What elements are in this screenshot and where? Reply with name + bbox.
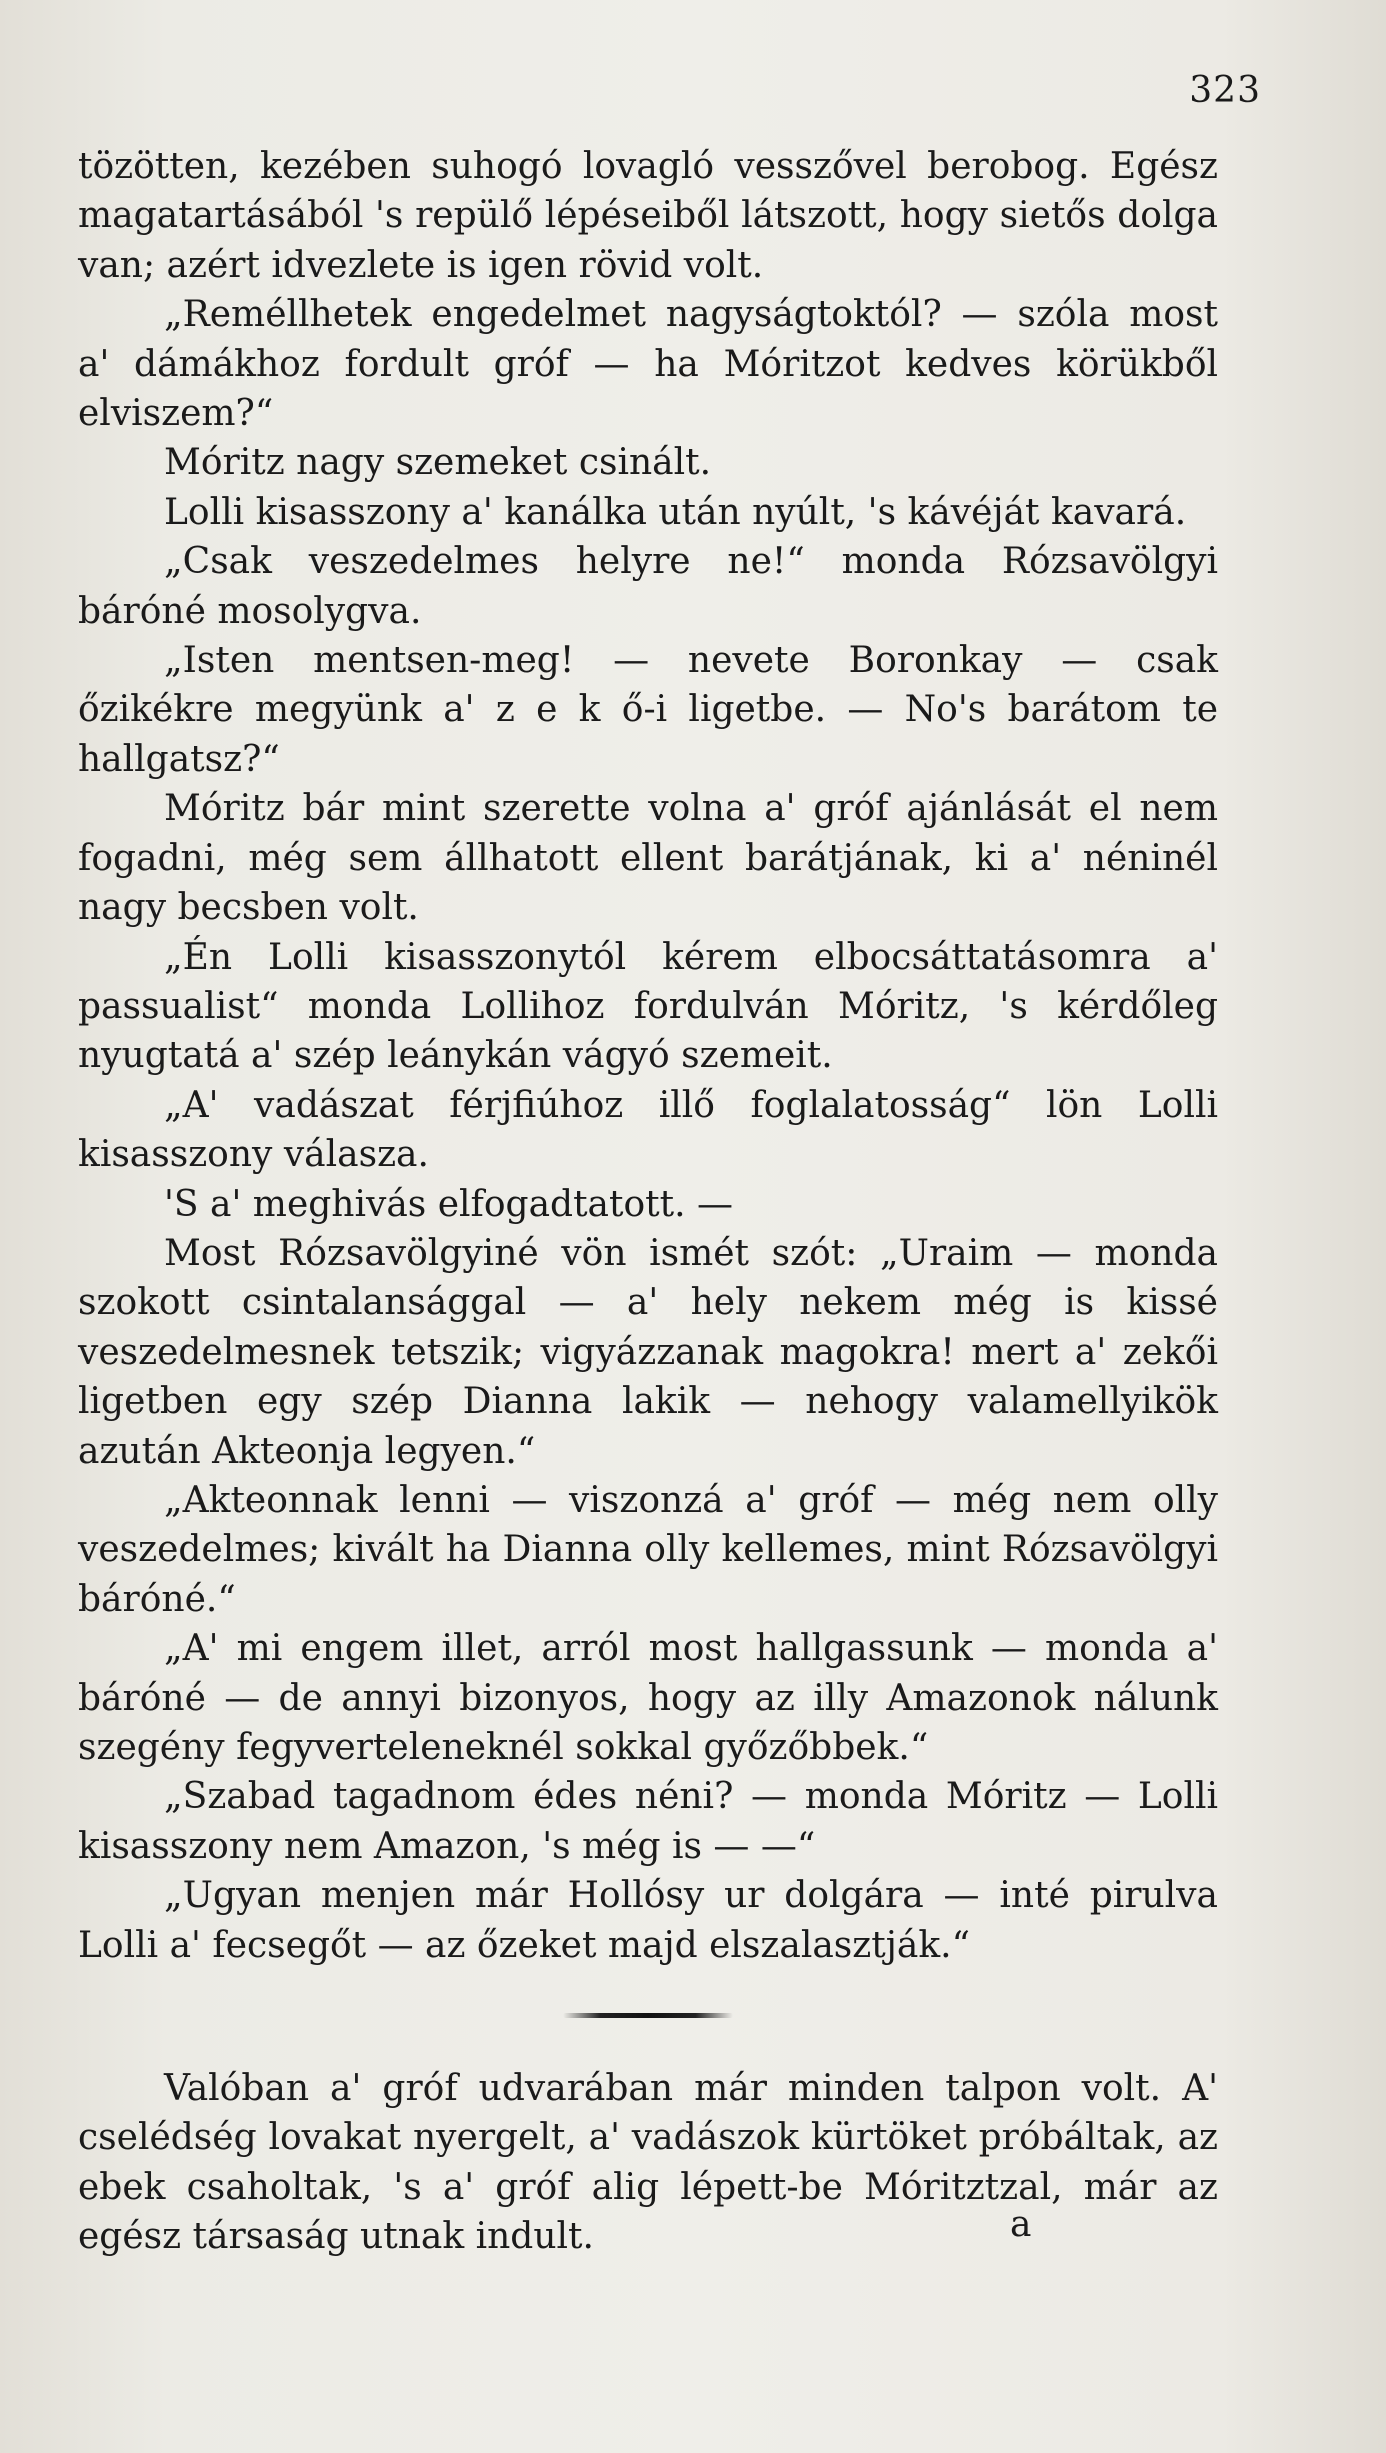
paragraph: „A' vadászat férjfiúhoz illő foglalatosság“ lön Lolli kisasszony válasza.	[78, 1084, 1218, 1176]
body-text	[78, 142, 1218, 2262]
paragraph: 'S a' meghivás elfogadtatott. —	[164, 1183, 733, 1225]
paragraph: Lolli kisasszony a' kanálka után nyúlt, 's kávéját kavará.	[164, 491, 1187, 533]
page-number: 323	[1189, 70, 1261, 111]
paragraph: Valóban a' gróf udvarában már minden talpon volt. A' cselédség lovakat nyergelt, a' vadászok kürtöket próbáltak, az ebek csaholtak, 's a' gróf alig lépett-be Móritztzal, már az egész társaság utnak indult.	[78, 2068, 1218, 2258]
paragraph: „Reméllhetek engedelmet nagyságtoktól? — szóla most a' dámákhoz fordult gróf — ha Móritzot kedves körükből elviszem?“	[78, 294, 1218, 435]
paragraphs-after-rule	[78, 2064, 1218, 2262]
paragraphs-before-rule	[78, 142, 1218, 1970]
paragraph: Most Rózsavölgyiné vön ismét szót: „Uraim — monda szokott csintalansággal — a' hely nekem még is kissé veszedelmesnek tetszik; vigyázzanak magokra! mert a' zekői ligetben egy szép Dianna lakik — nehogy valamellyikök azután Akteonja legyen.“	[78, 1232, 1218, 1472]
catchword: a	[1010, 2204, 1032, 2245]
paragraph: „A' mi engem illet, arról most hallgassunk — monda a' báróné — de annyi bizonyos, hogy az illy Amazonok nálunk szegény fegyverteleneknél sokkal győzőbbek.“	[78, 1628, 1218, 1768]
paragraph: „Én Lolli kisasszonytól kérem elbocsáttatásomra a' passualist“ monda Lollihoz fordulván Móritz, 's kérdőleg nyugtatá a' szép leánykán vágyó szemeit.	[78, 936, 1218, 1077]
paragraph: „Ugyan menjen már Hollósy ur dolgára — inté pirulva Lolli a' fecsegőt — az őzeket majd elszalasztják.“	[78, 1875, 1218, 1966]
section-divider-rule	[563, 2013, 733, 2018]
paragraph: Móritz nagy szemeket csinált.	[164, 442, 712, 484]
paragraph: Móritz bár mint szerette volna a' gróf ajánlását el nem fogadni, még sem állhatott ellent barátjának, ki a' néninél nagy becsben volt.	[78, 788, 1218, 929]
paragraph: „Szabad tagadnom édes néni? — monda Móritz — Lolli kisasszony nem Amazon, 's még is — —“	[78, 1776, 1218, 1867]
paragraph: „Akteonnak lenni — viszonzá a' gróf — még nem olly veszedelmes; kivált ha Dianna olly kellemes, mint Rózsavölgyi báróné.“	[78, 1479, 1218, 1620]
paragraph: „Csak veszedelmes helyre ne!“ monda Rózsavölgyi báróné mosolygva.	[78, 541, 1218, 632]
paragraph: tözötten, kezében suhogó lovagló vesszővel berobog. Egész magatartásából 's repülő lépéseiből látszott, hogy sietős dolga van; azért idvezlete is igen rövid volt.	[78, 146, 1218, 286]
paragraph: „Isten mentsen-meg! — nevete Boronkay — csak őzikékre megyünk a' z e k ő-i ligetbe. — No's barátom te hallgatsz?“	[78, 640, 1218, 780]
